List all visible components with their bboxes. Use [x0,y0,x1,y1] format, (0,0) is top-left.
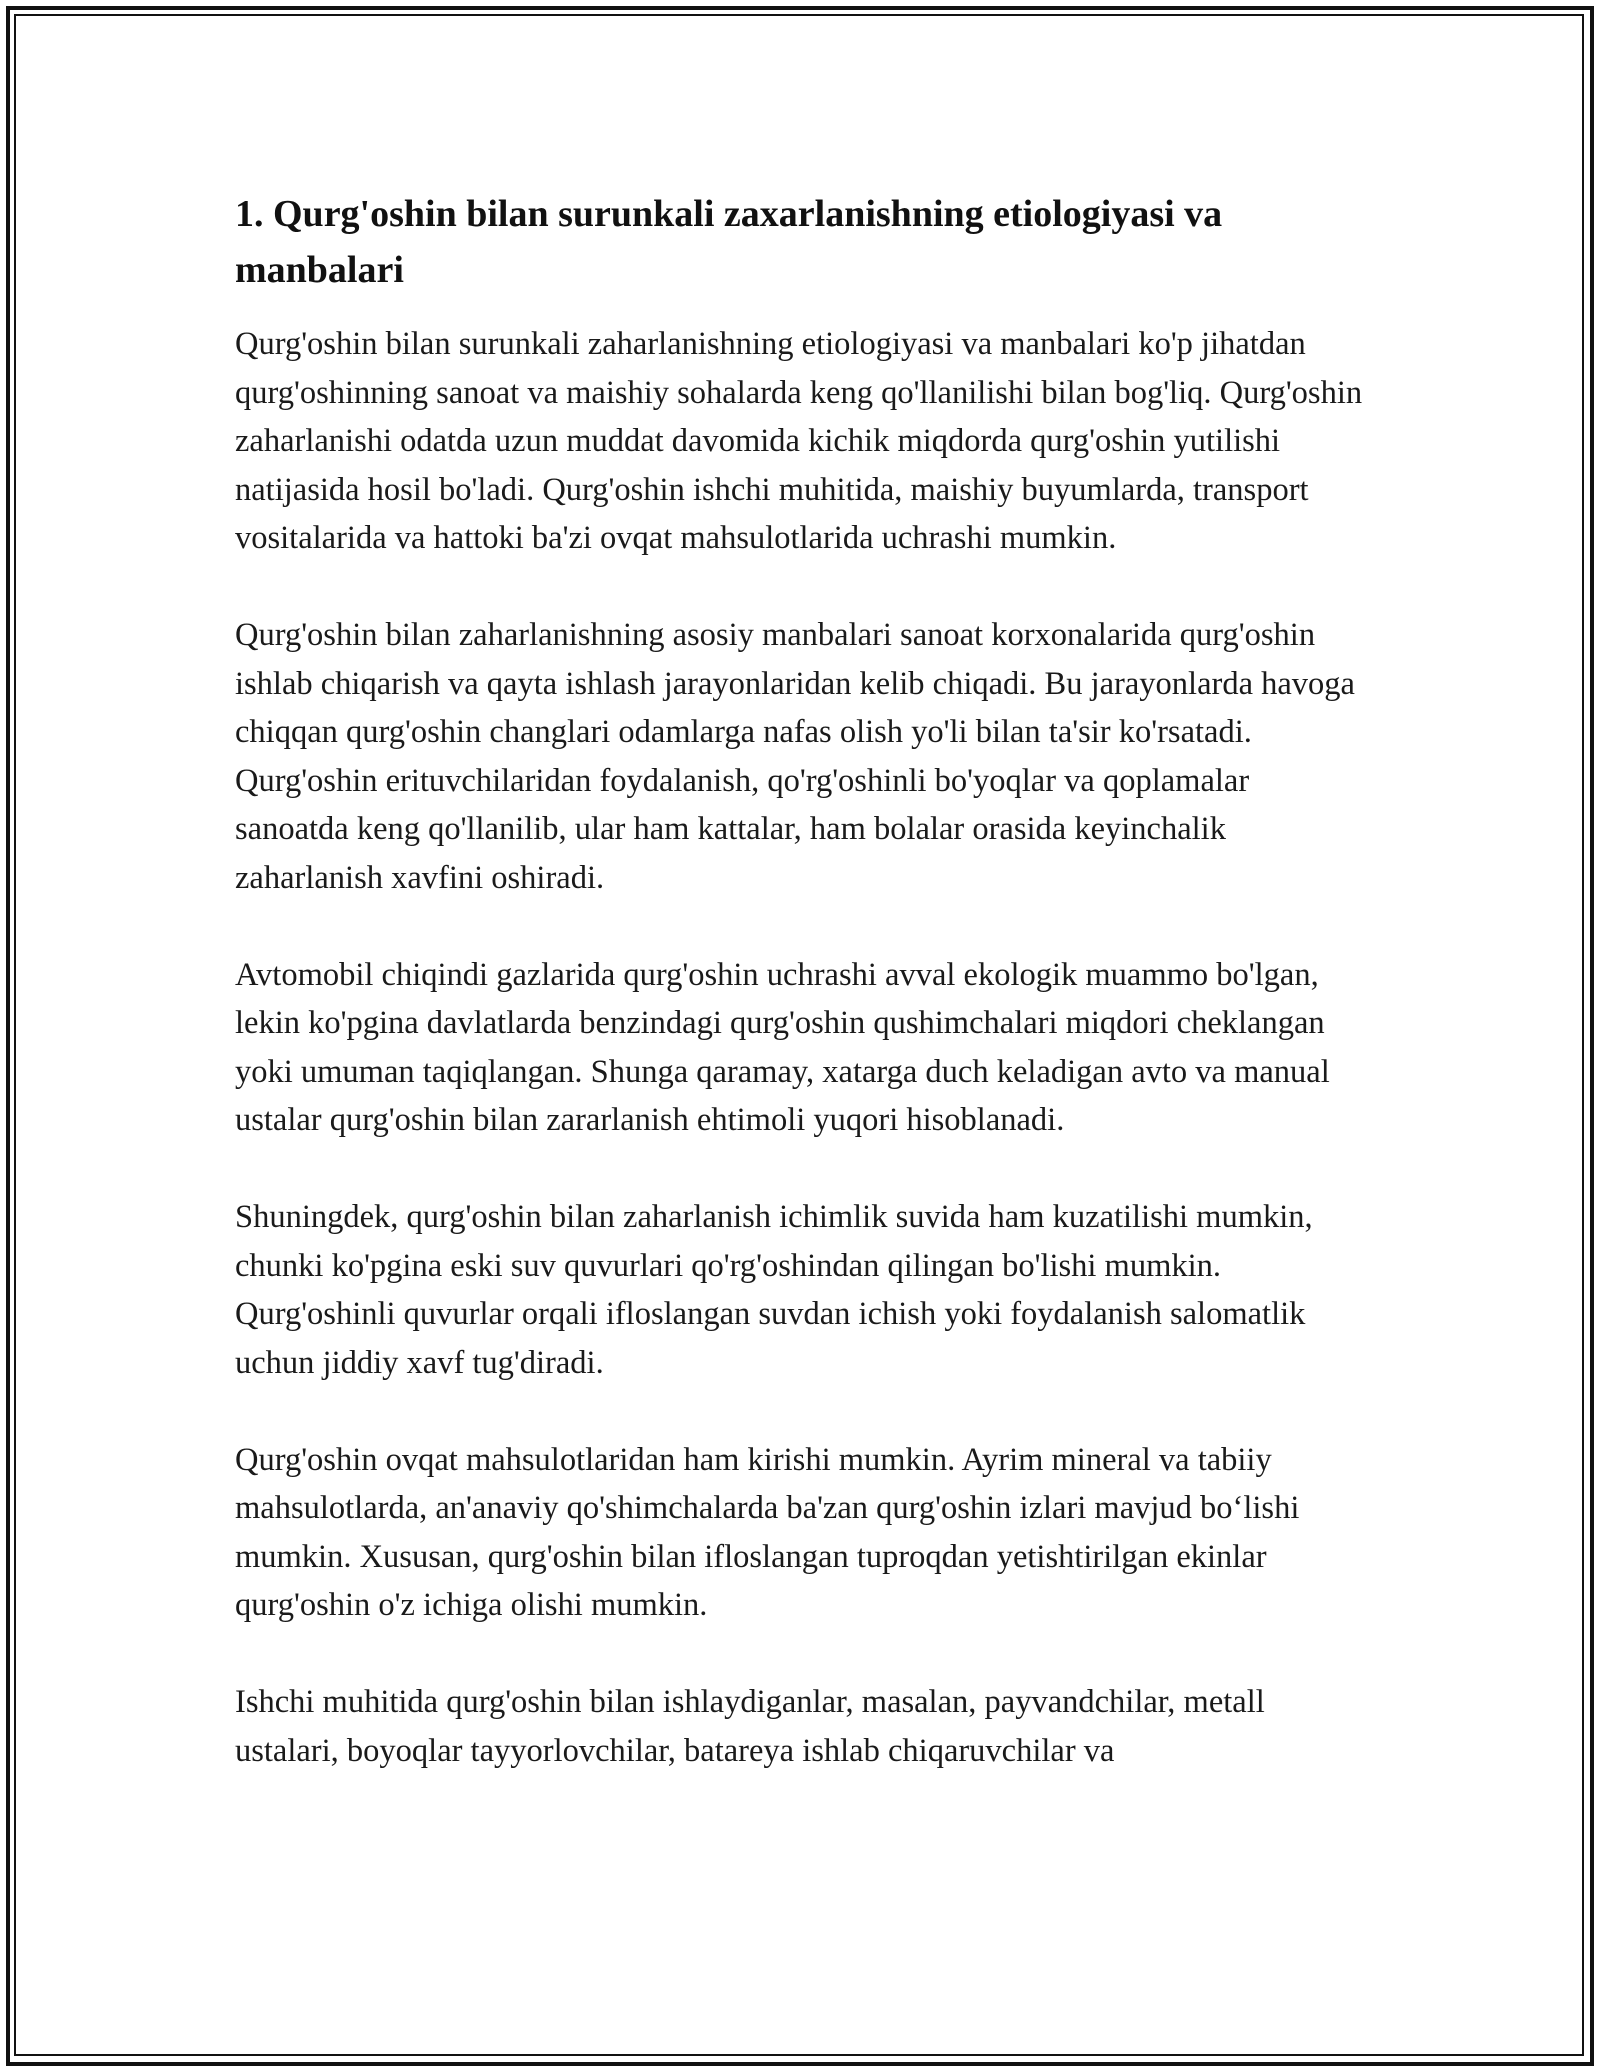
section-heading: 1. Qurg'oshin bilan surunkali zaxarlanishning etiologiyasi va manbalari [235,193,1223,291]
paragraph-5: Qurg'oshin ovqat mahsulotlaridan ham kirishi mumkin. Ayrim mineral va tabiiy mahsulotlarda, an'anaviy qo'shimchalarda ba'zan qurg'oshin izlari mavjud bo‘lishi mumkin. Xususan, qurg'oshin bilan ifloslangan tuproqdan yetishtirilgan ekinlar qurg'oshin o'z ichiga olishi mumkin. [235,1441,1300,1623]
paragraph-2: Qurg'oshin bilan zaharlanishning asosiy manbalari sanoat korxonalarida qurg'oshin ishlab chiqarish va qayta ishlash jarayonlaridan kelib chiqadi. Bu jarayonlarda havoga chiqqan qurg'oshin changlari odamlarga nafas olish yo'li bilan ta'sir ko'rsatadi. Qurg'oshin erituvchilaridan foydalanish, qo'rg'oshinli bo'yoqlar va qoplamalar sanoatda keng qo'llanilib, ular ham kattalar, ham bolalar orasida keyinchalik zaharlanish xavfini oshiradi. [235,617,1355,896]
document-page [235,186,1370,1775]
paragraph-6: Ishchi muhitida qurg'oshin bilan ishlaydiganlar, masalan, payvandchilar, metall ustalari, boyoqlar tayyorlovchilar, batareya ishlab chiqaruvchilar va [235,1684,1265,1769]
paragraph-4: Shuningdek, qurg'oshin bilan zaharlanish ichimlik suvida ham kuzatilishi mumkin, chunki ko'pgina eski suv quvurlari qo'rg'oshindan qilingan bo'lishi mumkin. Qurg'oshinli quvurlar orqali ifloslangan suvdan ichish yoki foydalanish salomatlik uchun jiddiy xavf tug'diradi. [235,1199,1313,1381]
paragraph-1: Qurg'oshin bilan surunkali zaharlanishning etiologiyasi va manbalari ko'p jihatdan qurg'oshinning sanoat va maishiy sohalarda keng qo'llanilishi bilan bog'liq. Qurg'oshin zaharlanishi odatda uzun muddat davomida kichik miqdorda qurg'oshin yutilishi natijasida hosil bo'ladi. Qurg'oshin ishchi muhitida, maishiy buyumlarda, transport vositalarida va hattoki ba'zi ovqat mahsulotlarida uchrashi mumkin. [235,326,1363,556]
paragraph-3: Avtomobil chiqindi gazlarida qurg'oshin uchrashi avval ekologik muammo bo'lgan, lekin ko'pgina davlatlarda benzindagi qurg'oshin qushimchalari miqdori cheklangan yoki umuman taqiqlangan. Shunga qaramay, xatarga duch keladigan avto va manual ustalar qurg'oshin bilan zararlanish ehtimoli yuqori hisoblanadi. [235,956,1330,1138]
